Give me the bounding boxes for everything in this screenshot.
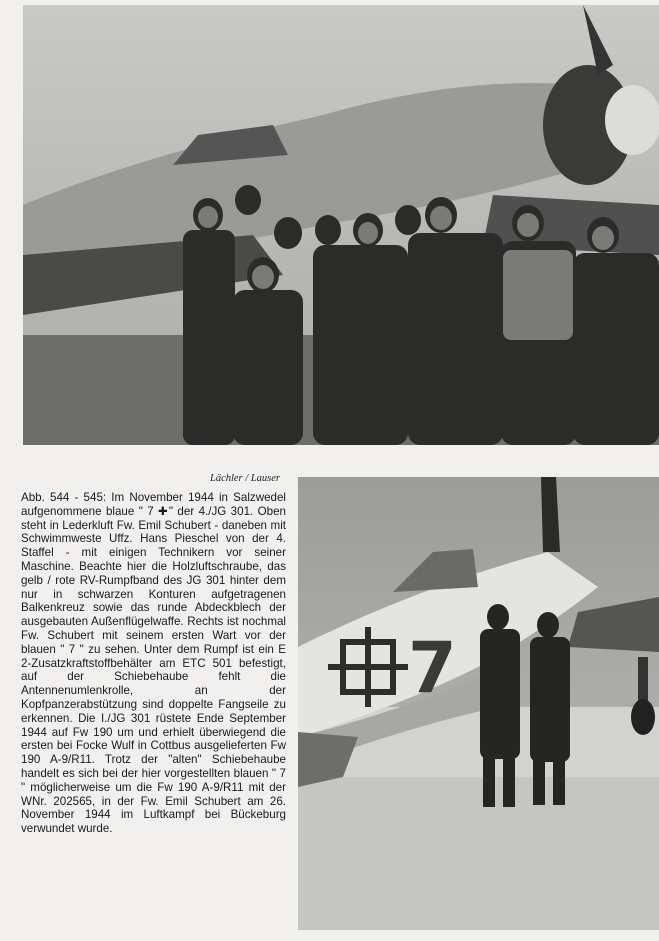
photo-pilot-and-mechanic xyxy=(298,477,659,930)
photo-crew-group xyxy=(23,5,659,445)
photo-credit: Lächler / Lauser xyxy=(209,473,280,484)
photo-caption: Abb. 544 - 545: Im November 1944 in Salzwedel aufgenommene blaue " 7 ✚" der 4./JG 301. Oben steht in Lederkluft Fw. Emil Schubert - daneben mit Schwimmweste Uffz. Hans Pieschel von der 4. Staffel - mit einigen Technikern vor seiner Maschine. Beachte hier die Holzluftschraube, das gelb / rote RV-Rumpfband des JG 301 hinter dem nur in schwarzen Konturen aufgetragenen Balkenkreuz sowie das runde Abdeckblech der ausgebauten Außenflügelwaffe. Rechts ist nochmal Fw. Schubert mit seinem ersten Wart vor der blauen " 7 " zu sehen. Unter dem Rumpf ist ein E 2-Zusatzkraftstoffbehälter am ETC 501 befestigt, auf der Schiebehaube fehlt die Antennenumlenkrolle, an der Kopfpanzerabstützung sind doppelte Fangseile zu erkennen. Die I./JG 301 rüstete Ende September 1944 auf Fw 190 um und erhielt überwiegend die ersten bei Focke Wulf in Cottbus ausgelieferten Fw 190 A-9/R11. Trotz der "alten" Schiebehaube handelt es sich bei der hier vorgestellten blauen " 7 " möglicherweise um die Fw 190 A-9/R11 mit der WNr. 202565, in der Fw. Emil Schubert am 26. November 1944 im Luftkampf bei Bückeburg verwundet wurde. xyxy=(21,491,286,836)
svg-text:7: 7 xyxy=(408,627,457,709)
